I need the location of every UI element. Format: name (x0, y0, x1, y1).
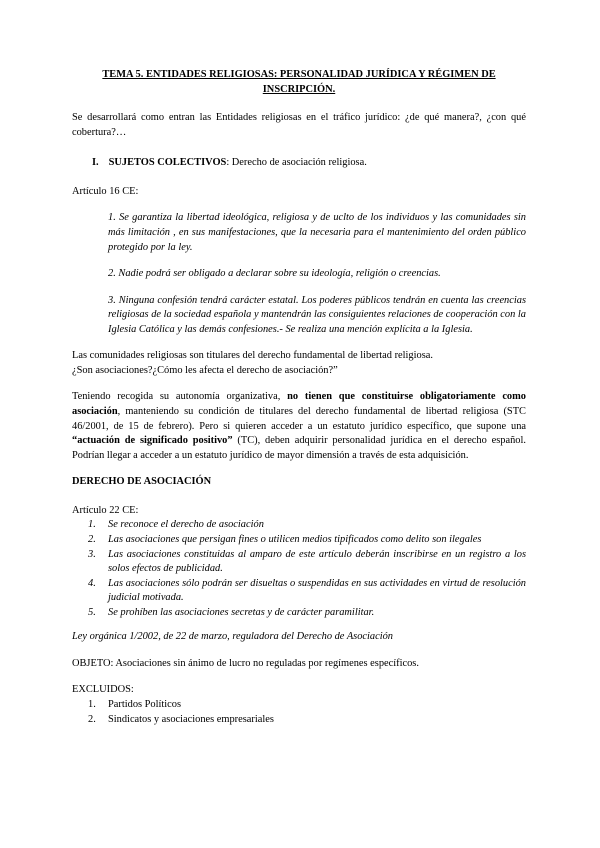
list-item-text: Sindicatos y asociaciones empresariales (108, 713, 274, 725)
communities-paragraph (72, 349, 526, 378)
list-item-number: 2. (88, 713, 96, 725)
excluidos-list (72, 698, 526, 727)
list-item-number: 1. (88, 699, 96, 710)
communities-line-2: ¿Son asociaciones?¿Cómo les afecta el derecho de asociación?” (72, 364, 338, 376)
list-item (72, 698, 526, 713)
list-item-text: Las asociaciones constituidas al amparo de este artículo deberán inscribirse en un registro a los solos efectos de publicidad. (108, 548, 526, 575)
article-22-heading: Artículo 22 CE: (72, 504, 139, 516)
article-16-paragraph-1: 1. Se garantiza la libertad ideológica, religiosa y de uclto de los individuos y las comunidades sin más limitación , en sus manifestaciones, que la necesaria para el mantenimiento del orden público protegido por la ley. (108, 212, 526, 253)
document-page (72, 68, 526, 727)
list-item (72, 577, 526, 606)
communities-line-1: Las comunidades religiosas son titulares del derecho fundamental de libertad religiosa. (72, 350, 433, 362)
autonomy-bold-2: “actuación de significado positivo” (72, 435, 233, 447)
excluidos-heading: EXCLUIDOS: (72, 684, 134, 696)
section-heading-sujetos (92, 156, 526, 171)
list-item (72, 606, 526, 621)
section-label: SUJETOS COLECTIVOS (108, 157, 227, 169)
list-item-text: Las asociaciones sólo podrán ser disueltas o suspendidas en sus actividades en virtud de resolución judicial motivada. (108, 577, 526, 604)
derecho-asociacion-heading: DERECHO DE ASOCIACIÓN (72, 476, 212, 488)
article-16-paragraph-3: 3. Ninguna confesión tendrá carácter estatal. Los poderes públicos tendrán en cuenta las creencias religiosas de la sociedad española y mantendrán las consiguientes relaciones de cooperación con la Iglesia Católica y las demás confesiones.- Se realiza una mención explícita a la Iglesia. (108, 294, 526, 335)
list-item-number: 2. (88, 533, 96, 545)
list-item-text: Las asociaciones que persigan fines o utilicen medios tipificados como delito son ilegales (108, 533, 482, 545)
list-item (72, 713, 526, 728)
section-number: I. (92, 157, 99, 169)
list-item (72, 533, 526, 548)
list-item (72, 518, 526, 533)
list-item-number: 3. (88, 548, 96, 560)
list-item-number: 1. (88, 519, 96, 531)
autonomy-paragraph (72, 390, 526, 463)
law-reference: Ley orgánica 1/2002, de 22 de marzo, reguladora del Derecho de Asociación (72, 631, 393, 643)
objeto-paragraph: OBJETO: Asociaciones sin ánimo de lucro no reguladas por regímenes específicos. (72, 657, 419, 669)
autonomy-bold-1: no tienen que constituirse obligatoriamente como asociación (72, 391, 526, 417)
list-item-number: 5. (88, 606, 96, 618)
autonomy-text-2: , manteniendo su condición de titulares del derecho fundamental de libertad religiosa (STC 46/2001, de 15 de febrero). Pero si quieren acceder a un estatuto jurídico específico, que supone una (72, 406, 526, 432)
article-16-heading: Artículo 16 CE: (72, 185, 139, 197)
list-item-text: Partidos Políticos (108, 699, 182, 710)
list-item-text: Se prohíben las asociaciones secretas y de carácter paramilitar. (108, 606, 375, 618)
list-item (72, 548, 526, 577)
autonomy-text-3: (TC), deben adquirir personalidad jurídica en el derecho español. Podrían llegar a acceder a un estatuto jurídico de mayor dimensión a través de esta adquisición. (72, 435, 526, 461)
document-title: TEMA 5. ENTIDADES RELIGIOSAS: PERSONALIDAD JURÍDICA Y RÉGIMEN DE INSCRIPCIÓN. (102, 69, 496, 95)
section-rest: : Derecho de asociación religiosa. (226, 157, 367, 169)
article-16-paragraph-2: 2. Nadie podrá ser obligado a declarar sobre su ideología, religión o creencias. (108, 268, 441, 280)
article-22-list (72, 518, 526, 620)
list-item-number: 4. (88, 577, 96, 589)
autonomy-text-1: Teniendo recogida su autonomía organizativa, (72, 391, 288, 403)
list-item-text: Se reconoce el derecho de asociación (108, 519, 264, 531)
intro-paragraph: Se desarrollará como entran las Entidades religiosas en el tráfico jurídico: ¿de qué manera?, ¿con qué cobertura?… (72, 112, 526, 138)
